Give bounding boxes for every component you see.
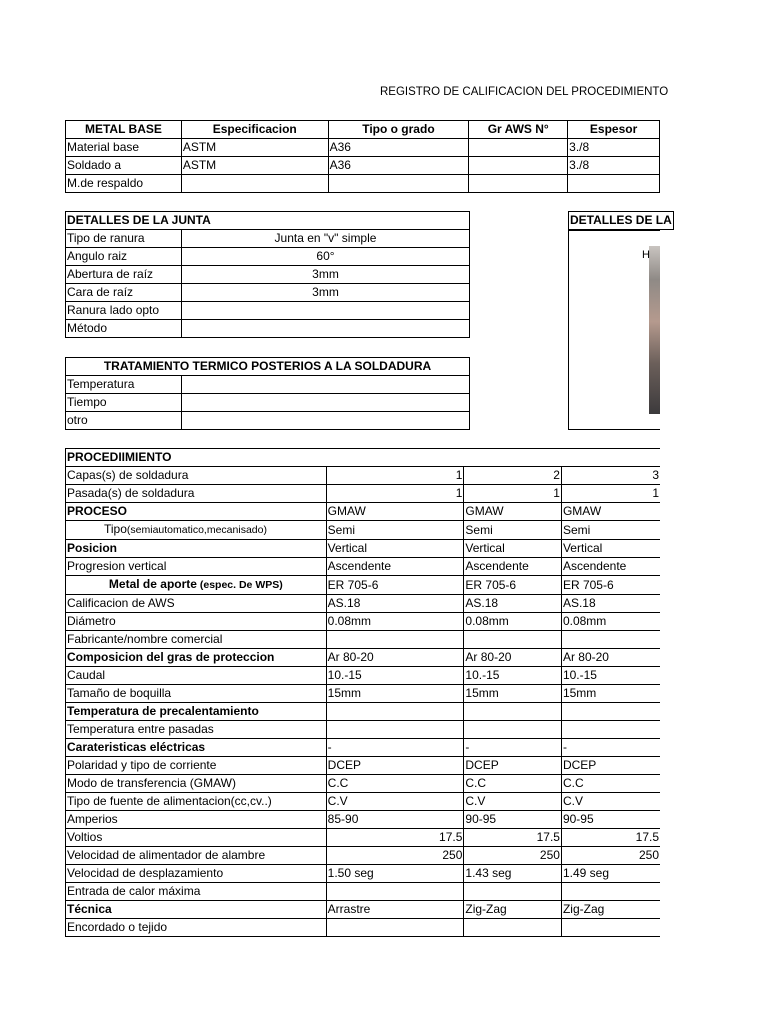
table-row bbox=[66, 829, 661, 847]
table-row bbox=[66, 865, 661, 883]
value-cell[interactable]: 2 bbox=[464, 467, 562, 485]
value-cell[interactable] bbox=[464, 919, 562, 937]
cell[interactable]: Material base bbox=[66, 139, 182, 157]
cell[interactable] bbox=[328, 175, 469, 193]
value-cell[interactable]: 250 bbox=[464, 847, 562, 865]
table-row bbox=[66, 631, 661, 649]
row-label-text: Capas(s) de soldadura bbox=[67, 468, 189, 482]
procedimiento-body bbox=[66, 467, 661, 937]
procedimiento-header: PROCEDIIMIENTO bbox=[66, 449, 661, 467]
row-label-text: Encordado o tejido bbox=[67, 920, 168, 934]
tratamiento-header: TRATAMIENTO TERMICO POSTERIOS A LA SOLDADURA bbox=[66, 358, 470, 376]
cell[interactable] bbox=[182, 412, 470, 430]
cell[interactable] bbox=[568, 175, 660, 193]
document-title: REGISTRO DE CALIFICACION DEL PROCEDIMIENTO bbox=[380, 86, 669, 98]
value-cell[interactable]: Ar 80-20 bbox=[464, 649, 562, 667]
row-label-text: Modo de transferencia (GMAW) bbox=[67, 776, 236, 790]
row-label bbox=[66, 775, 327, 793]
row-label-text: Fabricante/nombre comercial bbox=[67, 632, 223, 646]
table-row bbox=[66, 739, 661, 757]
row-label bbox=[66, 829, 327, 847]
table-row bbox=[66, 248, 470, 266]
table-row bbox=[66, 157, 660, 175]
table-row bbox=[66, 230, 470, 248]
table-row bbox=[66, 394, 470, 412]
procedimiento-table bbox=[65, 448, 660, 937]
table-row bbox=[66, 266, 470, 284]
table-row bbox=[66, 901, 661, 919]
value-cell[interactable]: DCEP bbox=[326, 757, 464, 775]
metal-base-table bbox=[65, 120, 660, 193]
table-row bbox=[66, 521, 661, 540]
value-cell[interactable] bbox=[464, 703, 562, 721]
cell-label: Temperatura bbox=[66, 376, 182, 394]
row-label bbox=[66, 757, 327, 775]
value-cell[interactable]: - bbox=[326, 739, 464, 757]
cell-label: Tiempo bbox=[66, 394, 182, 412]
value-cell[interactable]: Ascendente bbox=[464, 558, 562, 576]
table-row bbox=[66, 576, 661, 595]
row-label bbox=[66, 540, 327, 558]
value-cell[interactable] bbox=[326, 883, 464, 901]
value-cell[interactable]: C.V bbox=[326, 793, 464, 811]
row-label bbox=[66, 667, 327, 685]
table-row bbox=[66, 485, 661, 503]
value-cell[interactable]: 10.-15 bbox=[561, 667, 660, 685]
value-cell[interactable]: Semi bbox=[561, 521, 660, 540]
value-cell[interactable]: Ar 80-20 bbox=[326, 649, 464, 667]
value-cell[interactable]: Ar 80-20 bbox=[561, 649, 660, 667]
cell[interactable]: Soldado a bbox=[66, 157, 182, 175]
table-row bbox=[66, 667, 661, 685]
joint-photo bbox=[649, 246, 660, 414]
value-cell[interactable]: 17.5 bbox=[464, 829, 562, 847]
table-row bbox=[66, 721, 661, 739]
cell-label: otro bbox=[66, 412, 182, 430]
value-cell[interactable]: Vertical bbox=[464, 540, 562, 558]
value-cell[interactable] bbox=[326, 703, 464, 721]
detalles-junta-header: DETALLES DE LA JUNTA bbox=[66, 212, 470, 230]
row-label bbox=[66, 649, 327, 667]
value-cell[interactable]: Ascendente bbox=[326, 558, 464, 576]
cell-label: Angulo raiz bbox=[66, 248, 182, 266]
value-cell[interactable]: C.C bbox=[464, 775, 562, 793]
row-label bbox=[66, 793, 327, 811]
detalles-junta-table bbox=[65, 211, 470, 338]
row-label bbox=[66, 883, 327, 901]
value-cell[interactable]: 1 bbox=[326, 485, 464, 503]
table-row bbox=[66, 685, 661, 703]
row-label bbox=[66, 811, 327, 829]
table-row bbox=[66, 595, 661, 613]
row-label bbox=[66, 703, 327, 721]
table-row bbox=[66, 139, 660, 157]
row-label-text: Posicion bbox=[67, 541, 118, 555]
cell[interactable] bbox=[469, 157, 568, 175]
row-label-text: Tipo bbox=[104, 522, 127, 536]
cell[interactable]: M.de respaldo bbox=[66, 175, 182, 193]
value-cell[interactable]: 10.-15 bbox=[464, 667, 562, 685]
table-row bbox=[66, 558, 661, 576]
header-especificacion: Especificacion bbox=[181, 121, 328, 139]
cell[interactable] bbox=[182, 376, 470, 394]
value-cell[interactable]: 1 bbox=[464, 485, 562, 503]
value-cell[interactable]: 1.43 seg bbox=[464, 865, 562, 883]
value-cell[interactable]: 3 bbox=[561, 467, 660, 485]
row-label-text: Composicion del gras de proteccion bbox=[67, 650, 275, 664]
row-label-text: Técnica bbox=[67, 902, 112, 916]
cell[interactable]: 3./8 bbox=[568, 139, 660, 157]
cell[interactable] bbox=[469, 175, 568, 193]
table-row bbox=[66, 175, 660, 193]
value-cell[interactable]: ER 705-6 bbox=[464, 576, 562, 595]
value-cell[interactable]: GMAW bbox=[464, 503, 562, 521]
value-cell[interactable] bbox=[464, 631, 562, 649]
table-row bbox=[66, 540, 661, 558]
row-label bbox=[66, 485, 327, 503]
cell-label: Abertura de raíz bbox=[66, 266, 182, 284]
value-cell[interactable]: 10.-15 bbox=[326, 667, 464, 685]
cell[interactable]: 60° bbox=[182, 248, 470, 266]
value-cell[interactable]: - bbox=[464, 739, 562, 757]
value-cell[interactable] bbox=[326, 919, 464, 937]
value-cell[interactable]: DCEP bbox=[464, 757, 562, 775]
row-label bbox=[66, 721, 327, 739]
value-cell[interactable]: 17.5 bbox=[561, 829, 660, 847]
row-label-text: Temperatura de precalentamiento bbox=[67, 704, 259, 718]
cell[interactable]: 3./8 bbox=[568, 157, 660, 175]
row-label-text: Velocidad de alimentador de alambre bbox=[67, 848, 266, 862]
cell[interactable]: A36 bbox=[328, 139, 469, 157]
row-label-text: PROCESO bbox=[67, 504, 128, 518]
row-label-suffix: (semiautomatico,mecanisado) bbox=[126, 524, 267, 536]
value-cell[interactable]: 90-95 bbox=[464, 811, 562, 829]
value-cell[interactable]: Semi bbox=[326, 521, 464, 540]
value-cell[interactable]: 1.50 seg bbox=[326, 865, 464, 883]
table-row bbox=[66, 467, 661, 485]
metal-base-header-row bbox=[66, 121, 660, 139]
cell-label: Método bbox=[66, 320, 182, 338]
value-cell[interactable]: Vertical bbox=[326, 540, 464, 558]
row-label bbox=[66, 919, 327, 937]
cell[interactable]: 3mm bbox=[182, 266, 470, 284]
value-cell[interactable]: C.C bbox=[561, 775, 660, 793]
table-row bbox=[66, 919, 661, 937]
row-label-text: Entrada de calor máxima bbox=[67, 884, 201, 898]
value-cell[interactable] bbox=[326, 631, 464, 649]
detalles-la-header: DETALLES DE LA bbox=[569, 212, 674, 230]
row-label-text: Pasada(s) de soldadura bbox=[67, 486, 195, 500]
cell[interactable]: Junta en "v" simple bbox=[182, 230, 470, 248]
header-gr-aws: Gr AWS N° bbox=[469, 121, 568, 139]
value-cell[interactable] bbox=[561, 919, 660, 937]
row-label bbox=[66, 503, 327, 521]
value-cell[interactable]: AS.18 bbox=[326, 595, 464, 613]
table-row bbox=[66, 703, 661, 721]
cell[interactable] bbox=[182, 320, 470, 338]
value-cell[interactable]: 250 bbox=[561, 847, 660, 865]
row-label-text: Polaridad y tipo de corriente bbox=[67, 758, 217, 772]
cell-label: Tipo de ranura bbox=[66, 230, 182, 248]
cell[interactable]: 3mm bbox=[182, 284, 470, 302]
row-label-text: Tipo de fuente de alimentacion(cc,cv..) bbox=[67, 794, 272, 808]
cell[interactable] bbox=[182, 302, 470, 320]
header-espesor: Espesor bbox=[568, 121, 660, 139]
table-row bbox=[66, 302, 470, 320]
row-label bbox=[66, 467, 327, 485]
row-label-text: Caudal bbox=[67, 668, 106, 682]
row-label-text: Metal de aporte bbox=[108, 577, 197, 591]
value-cell[interactable]: 250 bbox=[326, 847, 464, 865]
row-label-text: Amperios bbox=[67, 812, 118, 826]
tratamiento-table bbox=[65, 357, 470, 430]
value-cell[interactable]: - bbox=[561, 739, 660, 757]
value-cell[interactable]: 0.08mm bbox=[464, 613, 562, 631]
table-row bbox=[66, 847, 661, 865]
value-cell[interactable]: 1 bbox=[561, 485, 660, 503]
table-row bbox=[66, 503, 661, 521]
value-cell[interactable]: GMAW bbox=[326, 503, 464, 521]
cell[interactable]: A36 bbox=[328, 157, 469, 175]
row-label bbox=[66, 613, 327, 631]
cell[interactable] bbox=[182, 394, 470, 412]
row-label-text: Voltios bbox=[67, 830, 103, 844]
value-cell[interactable]: AS.18 bbox=[561, 595, 660, 613]
value-cell[interactable] bbox=[561, 703, 660, 721]
row-label bbox=[66, 901, 327, 919]
table-row bbox=[66, 412, 470, 430]
detalles-la-table bbox=[568, 211, 674, 230]
value-cell[interactable]: C.V bbox=[464, 793, 562, 811]
value-cell[interactable] bbox=[464, 721, 562, 739]
value-cell[interactable]: 15mm bbox=[326, 685, 464, 703]
value-cell[interactable]: AS.18 bbox=[464, 595, 562, 613]
value-cell[interactable] bbox=[561, 883, 660, 901]
cell[interactable] bbox=[469, 139, 568, 157]
row-label-text: Carateristicas eléctricas bbox=[67, 740, 206, 754]
cell[interactable]: ASTM bbox=[181, 139, 328, 157]
row-label-suffix: (espec. De WPS) bbox=[196, 579, 283, 591]
table-row bbox=[66, 883, 661, 901]
value-cell[interactable]: GMAW bbox=[561, 503, 660, 521]
row-label bbox=[66, 595, 327, 613]
value-cell[interactable] bbox=[561, 631, 660, 649]
row-label-text: Tamaño de boquilla bbox=[67, 686, 172, 700]
row-label bbox=[66, 521, 327, 540]
value-cell[interactable]: Ascendente bbox=[561, 558, 660, 576]
value-cell[interactable]: 15mm bbox=[561, 685, 660, 703]
row-label bbox=[66, 847, 327, 865]
row-label-text: Velocidad de desplazamiento bbox=[67, 866, 224, 880]
value-cell[interactable] bbox=[326, 721, 464, 739]
value-cell[interactable]: Zig-Zag bbox=[464, 901, 562, 919]
cell-label: Ranura lado opto bbox=[66, 302, 182, 320]
value-cell[interactable]: 0.08mm bbox=[326, 613, 464, 631]
value-cell[interactable] bbox=[561, 721, 660, 739]
value-cell[interactable]: 1 bbox=[326, 467, 464, 485]
joint-photo-label: H bbox=[642, 249, 650, 261]
value-cell[interactable]: C.V bbox=[561, 793, 660, 811]
value-cell[interactable]: 90-95 bbox=[561, 811, 660, 829]
value-cell[interactable]: Vertical bbox=[561, 540, 660, 558]
cell[interactable]: ASTM bbox=[181, 157, 328, 175]
cell[interactable] bbox=[181, 175, 328, 193]
cell-label: Cara de raíz bbox=[66, 284, 182, 302]
header-metal-base: METAL BASE bbox=[66, 121, 182, 139]
value-cell[interactable]: 0.08mm bbox=[561, 613, 660, 631]
table-row bbox=[66, 811, 661, 829]
value-cell[interactable]: Semi bbox=[464, 521, 562, 540]
value-cell[interactable] bbox=[464, 883, 562, 901]
value-cell[interactable]: ER 705-6 bbox=[326, 576, 464, 595]
table-row bbox=[66, 284, 470, 302]
value-cell[interactable]: Zig-Zag bbox=[561, 901, 660, 919]
row-label-text: Progresion vertical bbox=[67, 559, 167, 573]
value-cell[interactable]: Arrastre bbox=[326, 901, 464, 919]
row-label-text: Temperatura entre pasadas bbox=[67, 722, 214, 736]
table-row bbox=[66, 793, 661, 811]
row-label bbox=[66, 576, 327, 595]
header-tipo-grado: Tipo o grado bbox=[328, 121, 469, 139]
row-label bbox=[66, 685, 327, 703]
table-row bbox=[66, 613, 661, 631]
row-label bbox=[66, 631, 327, 649]
value-cell[interactable]: DCEP bbox=[561, 757, 660, 775]
value-cell[interactable]: 1.49 seg bbox=[561, 865, 660, 883]
value-cell[interactable]: 85-90 bbox=[326, 811, 464, 829]
value-cell[interactable]: 17.5 bbox=[326, 829, 464, 847]
table-row bbox=[66, 757, 661, 775]
value-cell[interactable]: ER 705-6 bbox=[561, 576, 660, 595]
row-label bbox=[66, 739, 327, 757]
table-row bbox=[66, 376, 470, 394]
table-row bbox=[66, 320, 470, 338]
table-row bbox=[66, 649, 661, 667]
value-cell[interactable]: C.C bbox=[326, 775, 464, 793]
row-label bbox=[66, 558, 327, 576]
table-row bbox=[66, 775, 661, 793]
row-label-text: Diámetro bbox=[67, 614, 116, 628]
value-cell[interactable]: 15mm bbox=[464, 685, 562, 703]
row-label-text: Calificacion de AWS bbox=[67, 596, 175, 610]
row-label bbox=[66, 865, 327, 883]
